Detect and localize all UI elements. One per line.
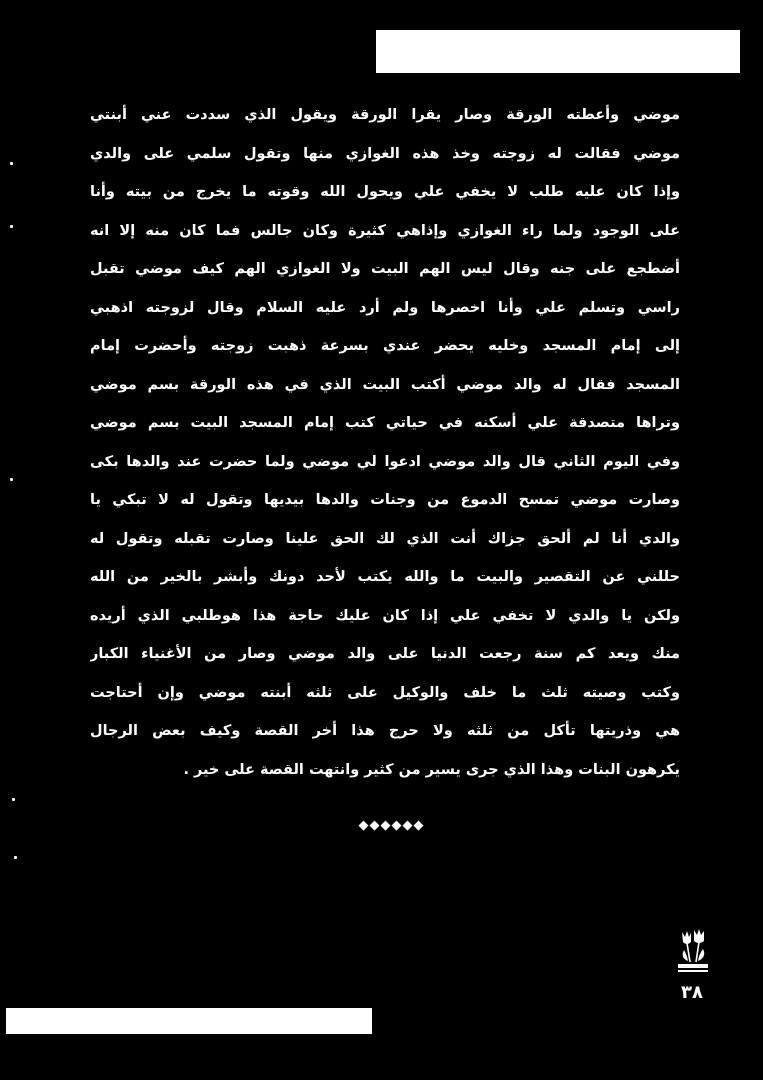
redaction-bar-top: [376, 30, 740, 73]
text-line: منك ويعد كم سنة رجعت الدنيا على والد موضي وصار من الأغنياء الكبار: [90, 646, 680, 662]
text-line: المسجد فقال له والد موضي أكتب البيت الذي في هذه الورقة بسم موضي: [90, 376, 680, 393]
section-separator: ◆◆◆◆◆◆: [358, 818, 425, 833]
text-line-last: يكرهون البنات وهذا الذي جرى يسير من كثير وانتهت القصة على خير .: [183, 761, 680, 778]
text-line: وفي اليوم الثاني قال والد موضي ادعوا لي موضي ولما حضرت عند والدها بكى: [90, 453, 680, 470]
text-line: هي وذريتها تأكل من ثلثه ولا حرج هذا أخر القصة وكيف بعض الرجال: [90, 723, 680, 739]
text-line: إلى إمام المسجد وخليه يحضر عندي بسرعة ذهبت زوجته وأحضرت إمام: [90, 338, 680, 354]
text-line: وصارت موضي تمسح الدموع من وجنات والدها بيديها وتقول له لا تبكي يا: [90, 492, 680, 508]
text-line: وكتب وصيته ثلث ما خلف والوكيل على ثلثه أبنته موضي وإن أحتاجت: [90, 684, 680, 701]
text-line: والدي أنا لم ألحق جزاك أنت الذي لك الحق علينا وصارت تقبله وتقول له: [90, 530, 680, 547]
redaction-bar-bottom: [6, 1008, 372, 1034]
text-line: وتراها متصدقة علي أسكنه في حياتي كتب إمام المسجد البيت بسم موضي: [90, 415, 680, 431]
text-line: وإذا كان عليه طلب لا يخفي علي ويحول الله وقوته ما يخرج من بيته وأنا: [90, 184, 680, 200]
tulip-ornament-icon: [676, 928, 710, 976]
text-line: حللني عن التقصير والبيت ما والله يكتب لأحد دونك وأبشر بالخير من الله: [90, 569, 680, 585]
margin-mark: [10, 225, 13, 228]
text-line: أضطجع على جنه وقال ليس الهم البيت ولا الغوازي الهم كيف موضي تقبل: [90, 261, 680, 277]
page-body-text: [90, 96, 680, 789]
text-line: على الوجود ولما راء الغوازي وإذاهي كثيرة وكان جالس فما كان منه إلا انه: [90, 222, 680, 239]
text-line: ولكن يا والدي لا تخفي علي إذا كان عليك حاجة هذا هوطلبي الذي أريده: [90, 607, 680, 624]
page-number: ٣٨: [681, 982, 703, 1003]
text-line: موضي وأعطته الورقة وصار يقرا الورقة ويقول الذي سددت عني أبنتي: [90, 107, 680, 123]
margin-mark: [10, 162, 13, 165]
margin-mark: [10, 478, 13, 481]
text-line: راسي وتسلم علي وأنا اخصرها ولم أرد عليه السلام وقال لزوجته اذهبي: [90, 299, 680, 316]
margin-mark: [12, 798, 15, 801]
margin-mark: [14, 856, 17, 859]
text-line: موضي فقالت له زوجته وخذ هذه الغوازي منها وتقول سلمي على والدي: [90, 145, 680, 162]
